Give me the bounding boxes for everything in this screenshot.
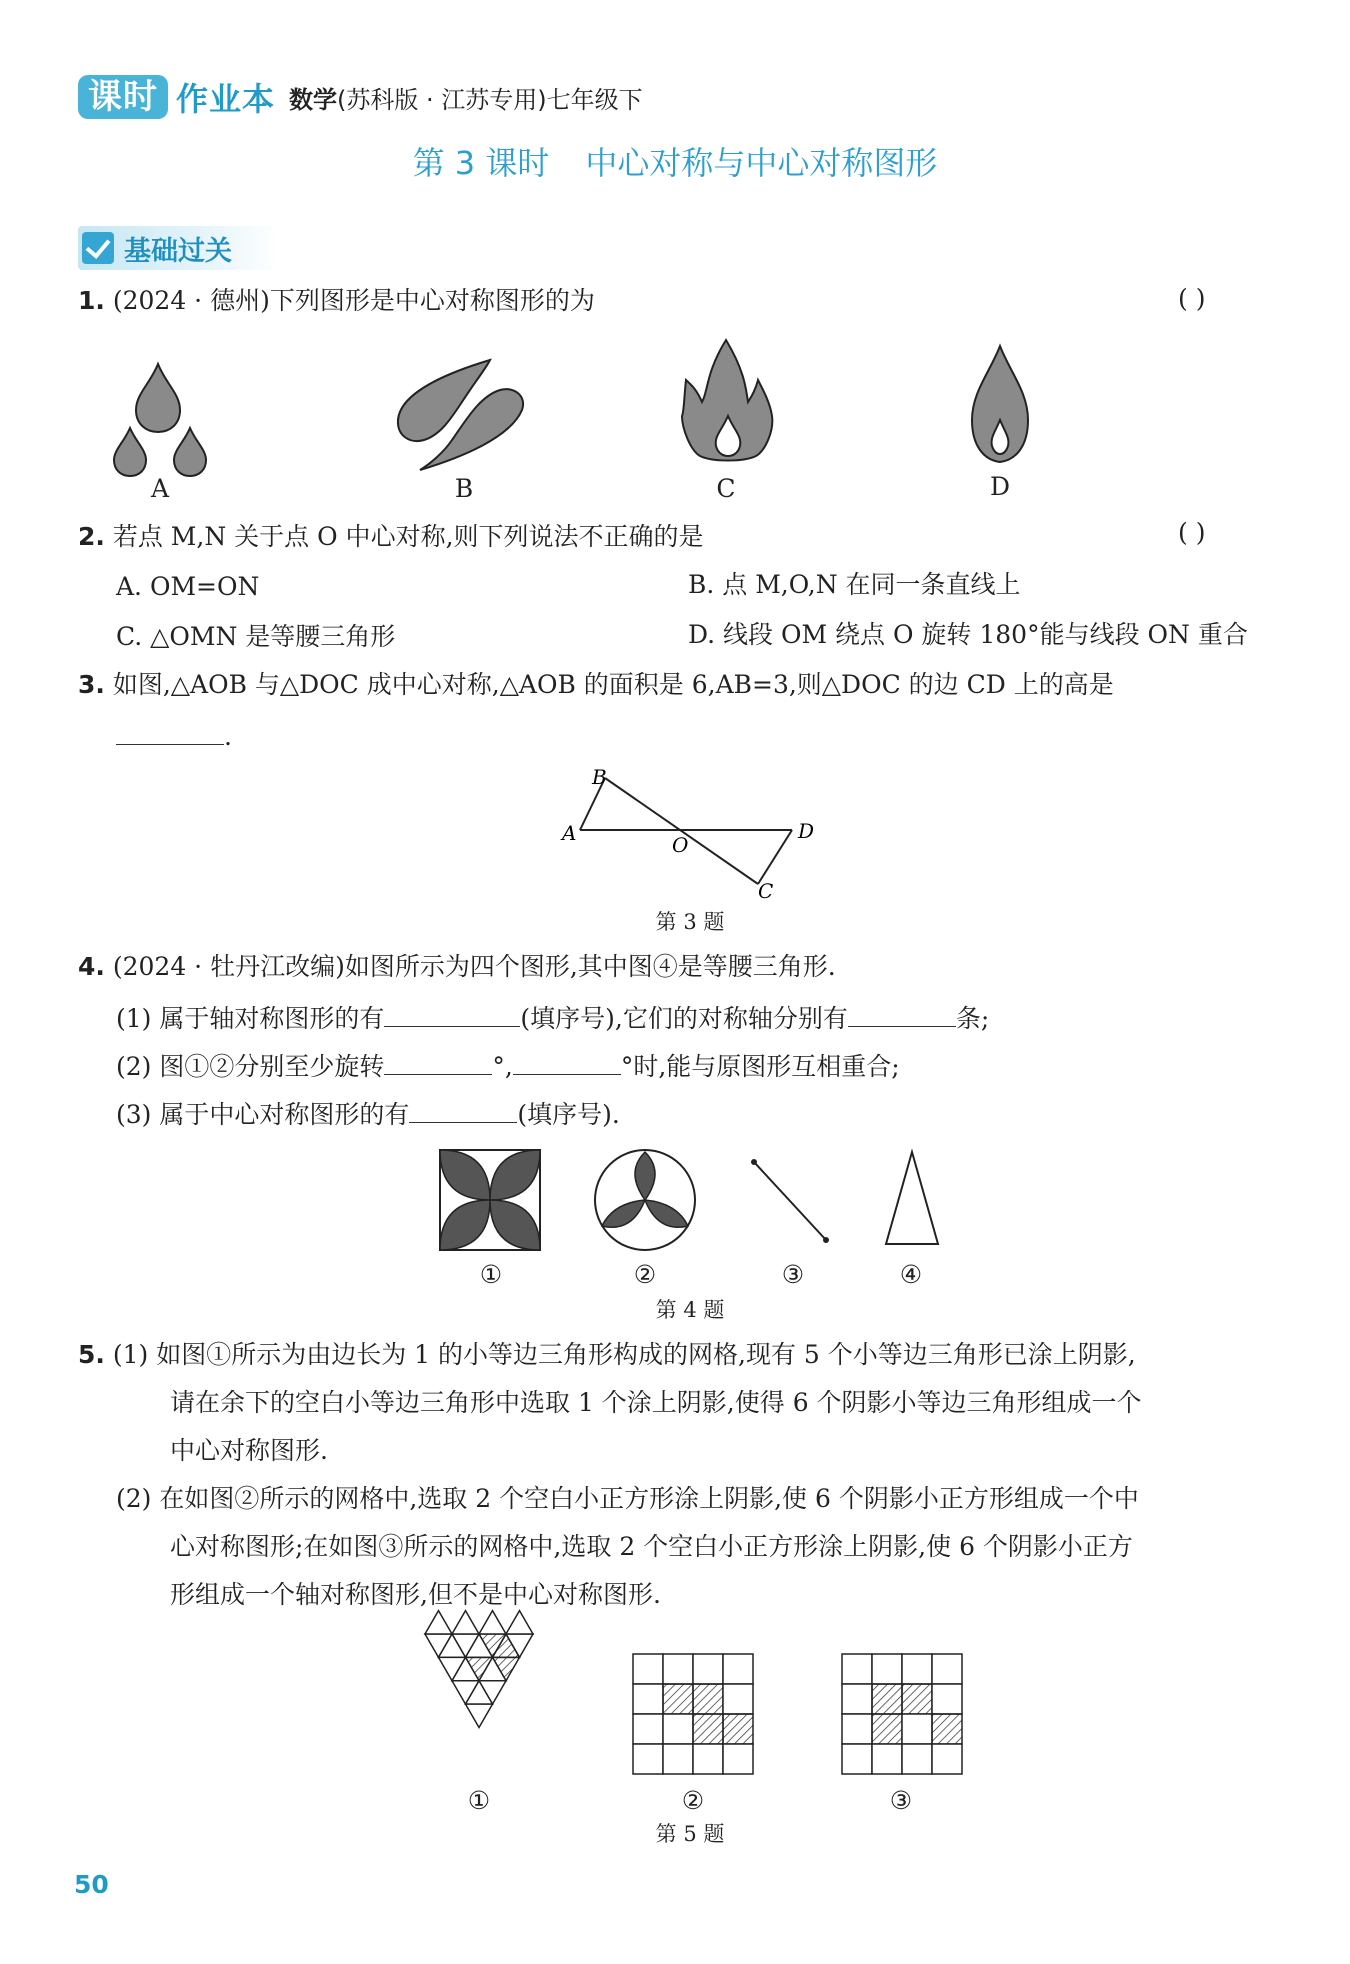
point-a-label: A [562, 821, 577, 845]
answer-bracket: ( ) [1178, 284, 1206, 313]
brand-logo: 课时 [78, 75, 168, 119]
part-text: °, [492, 1052, 513, 1081]
figure-b-label: B [454, 474, 474, 503]
figure-c-label: C [716, 474, 736, 503]
option-d: D. 线段 OM 绕点 O 旋转 180°能与线段 ON 重合 [688, 620, 1248, 649]
part-text: (填序号),它们的对称轴分别有 [520, 1004, 848, 1033]
point-c-label: C [758, 879, 774, 903]
figure-2-label: ② [633, 1260, 657, 1289]
question-text: (2024 · 牡丹江改编)如图所示为四个图形,其中图④是等腰三角形. [112, 952, 836, 981]
grid-square[interactable] [902, 1714, 932, 1744]
figure-caption: 第 4 题 [655, 1298, 725, 1322]
grid-square[interactable] [663, 1654, 693, 1684]
grid-square[interactable] [902, 1654, 932, 1684]
figure-caption: 第 3 题 [655, 910, 725, 934]
lesson-number: 第 3 课时 [412, 144, 550, 182]
figure-1-label: ① [479, 1260, 503, 1289]
grid-square[interactable] [633, 1714, 663, 1744]
section-label: 基础过关 [124, 235, 232, 267]
part-text: 条; [955, 1004, 990, 1033]
question-number: 3. [78, 670, 105, 699]
grid-triangle[interactable] [466, 1704, 493, 1727]
grid-square[interactable] [872, 1654, 902, 1684]
grid-square[interactable] [723, 1714, 753, 1744]
question-number: 1. [78, 286, 105, 315]
point-b-label: B [592, 765, 607, 789]
point-d-label: D [798, 819, 815, 843]
book-edition: (苏科版 · 江苏专用)七年级下 [337, 85, 643, 114]
brand-name: 作业本 [176, 80, 276, 118]
grid-triangle[interactable] [452, 1611, 479, 1634]
question-text-line: 形组成一个轴对称图形,但不是中心对称图形. [170, 1580, 661, 1609]
part-text: (3) 属于中心对称图形的有 [116, 1100, 410, 1129]
figure-1-label: ① [467, 1786, 491, 1815]
grid-square[interactable] [633, 1654, 663, 1684]
point-o-label: O [672, 833, 689, 857]
grid-triangle[interactable] [506, 1611, 533, 1634]
figure-caption: 第 5 题 [655, 1822, 725, 1846]
grid-square[interactable] [842, 1714, 872, 1744]
grid-square[interactable] [663, 1714, 693, 1744]
figure-a-label: A [150, 474, 170, 503]
figure-2-square-grid [633, 1654, 753, 1774]
grid-square[interactable] [872, 1744, 902, 1774]
grid-square[interactable] [932, 1654, 962, 1684]
question-text-line: 心对称图形;在如图③所示的网格中,选取 2 个空白小正方形涂上阴影,使 6 个阴影小正方 [170, 1532, 1133, 1561]
part-text: (填序号). [517, 1100, 620, 1129]
grid-square[interactable] [693, 1714, 723, 1744]
grid-square[interactable] [872, 1714, 902, 1744]
grid-square[interactable] [932, 1684, 962, 1714]
grid-square[interactable] [932, 1744, 962, 1774]
option-c: C. △OMN 是等腰三角形 [116, 622, 396, 651]
question-text: 如图,△AOB 与△DOC 成中心对称,△AOB 的面积是 6,AB=3,则△DOC 的边 CD 上的高是 [112, 670, 1114, 699]
question-text: (1) 如图①所示为由边长为 1 的小等边三角形构成的网格,现有 5 个小等边三角形已涂上阴影, [112, 1340, 1136, 1369]
grid-square[interactable] [723, 1654, 753, 1684]
grid-square[interactable] [842, 1684, 872, 1714]
figure-3-label: ③ [889, 1786, 913, 1815]
grid-square[interactable] [842, 1744, 872, 1774]
question-text: 若点 M,N 关于点 O 中心对称,则下列说法不正确的是 [112, 522, 704, 551]
page-number: 50 [74, 1870, 109, 1899]
grid-square[interactable] [723, 1684, 753, 1714]
option-b: B. 点 M,O,N 在同一条直线上 [688, 570, 1021, 599]
option-a: A. OM=ON [116, 572, 260, 601]
grid-square[interactable] [872, 1684, 902, 1714]
grid-triangle[interactable] [425, 1611, 452, 1634]
part-text: (1) 属于轴对称图形的有 [116, 1004, 385, 1033]
question-text-line: 中心对称图形. [170, 1436, 328, 1465]
answer-bracket: ( ) [1178, 518, 1206, 547]
question-number: 5. [78, 1340, 105, 1369]
grid-square[interactable] [902, 1744, 932, 1774]
grid-square[interactable] [693, 1744, 723, 1774]
grid-square[interactable] [693, 1684, 723, 1714]
figure-d-label: D [989, 472, 1011, 501]
part-text: °时,能与原图形互相重合; [620, 1052, 900, 1081]
question-text-line: (2) 在如图②所示的网格中,选取 2 个空白小正方形涂上阴影,使 6 个阴影小正方形组成一个中 [116, 1484, 1139, 1513]
book-subject: 数学(苏科版 · 江苏专用)七年级下 [289, 85, 643, 114]
grid-square[interactable] [663, 1684, 693, 1714]
grid-square[interactable] [902, 1684, 932, 1714]
figure-2-label: ② [681, 1786, 705, 1815]
grid-triangle[interactable] [479, 1611, 506, 1634]
question-number: 2. [78, 522, 105, 551]
grid-square[interactable] [842, 1654, 872, 1684]
figure-3-square-grid [842, 1654, 962, 1774]
grid-square[interactable] [693, 1654, 723, 1684]
grid-square[interactable] [663, 1744, 693, 1774]
question-text: (2024 · 德州)下列图形是中心对称图形的为 [112, 286, 595, 315]
grid-square[interactable] [633, 1684, 663, 1714]
question-text-line: 请在余下的空白小等边三角形中选取 1 个涂上阴影,使得 6 个阴影小等边三角形组成一个 [170, 1388, 1142, 1417]
figure-3-label: ③ [781, 1260, 805, 1289]
part-text: (2) 图①②分别至少旋转 [116, 1052, 385, 1081]
period: . [224, 722, 232, 751]
question-number: 4. [78, 952, 105, 981]
figure-1-triangle-grid [425, 1611, 533, 1728]
grid-square[interactable] [932, 1714, 962, 1744]
grid-square[interactable] [633, 1744, 663, 1774]
grid-square[interactable] [723, 1744, 753, 1774]
lesson-topic: 中心对称与中心对称图形 [585, 144, 938, 182]
figure-4-label: ④ [899, 1260, 923, 1289]
